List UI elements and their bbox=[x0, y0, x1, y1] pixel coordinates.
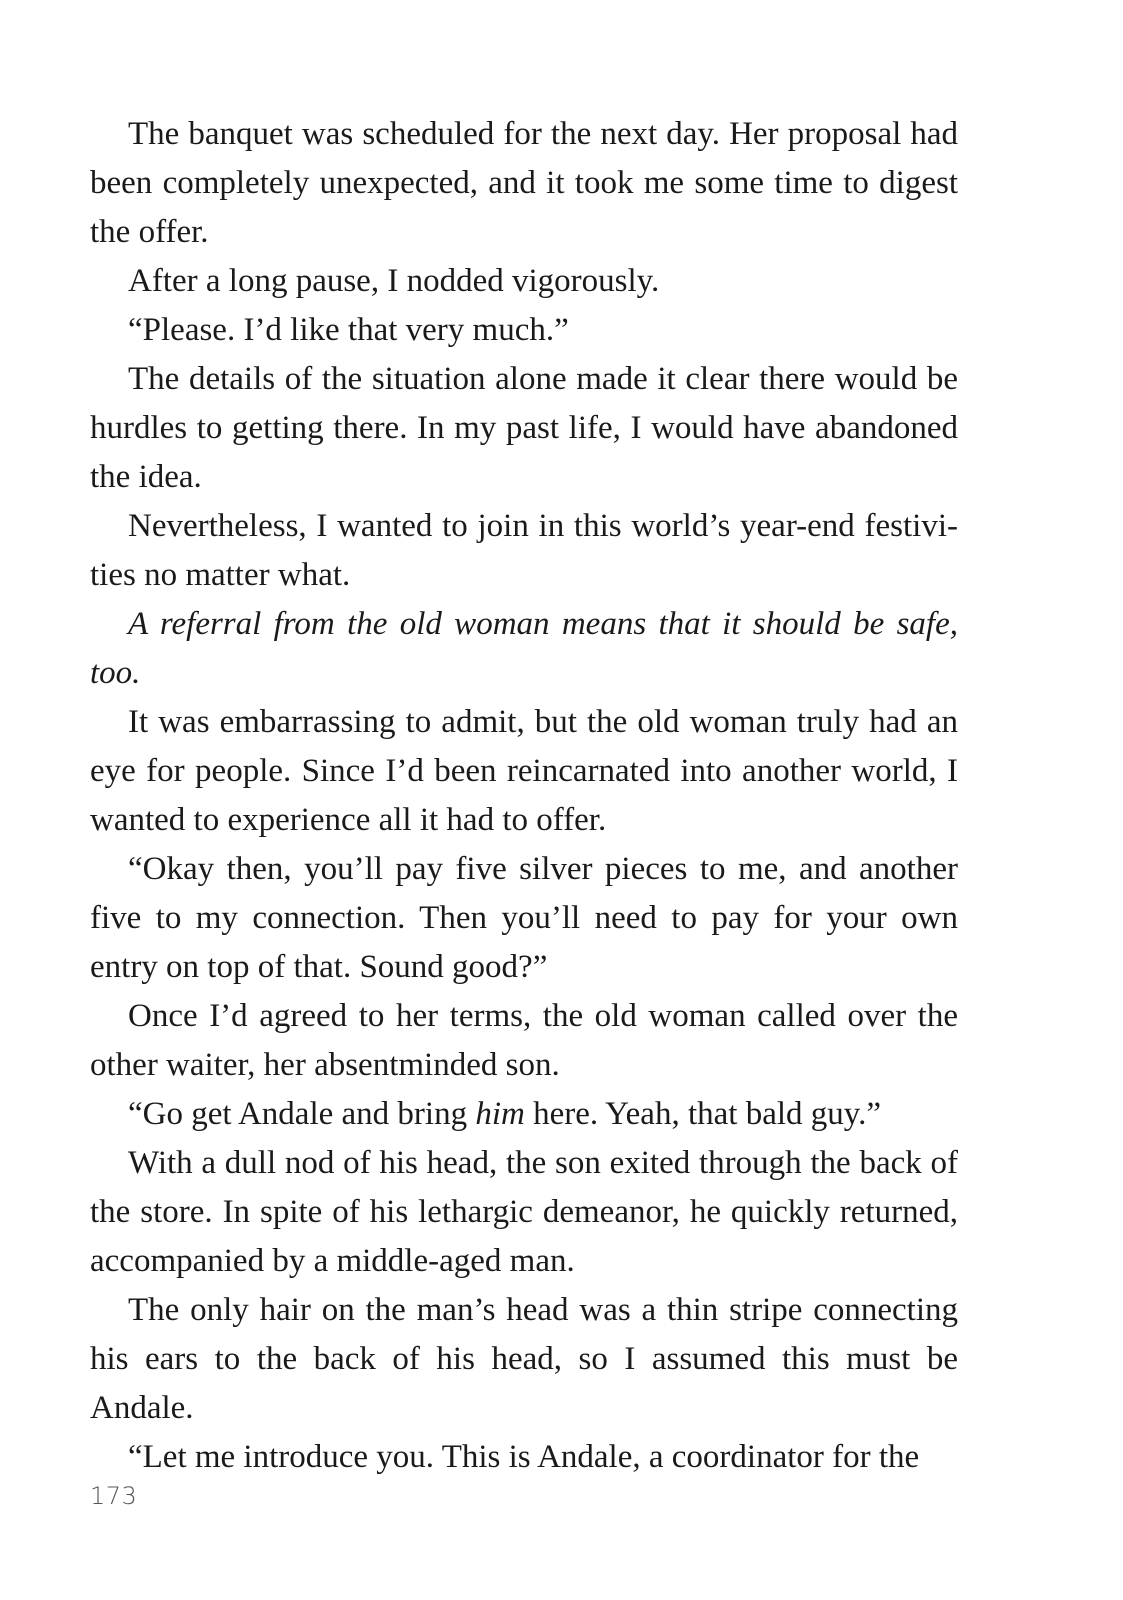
paragraph-text: Once I’d agreed to her terms, the old woman called over the other waiter, her absentminded son. bbox=[90, 998, 958, 1083]
paragraph-text: “Okay then, you’ll pay five silver pieces to me, and another five to my connection. Then you’ll need to pay for your own entry on top of that. Sound good?” bbox=[90, 851, 958, 985]
paragraph-text: here. Yeah, that bald guy.” bbox=[524, 1096, 882, 1132]
paragraph bbox=[90, 1433, 958, 1482]
paragraph bbox=[90, 257, 958, 306]
paragraph-text: The banquet was scheduled for the next day. Her proposal had been completely unexpected, and it took me some time to digest the offer. bbox=[90, 116, 958, 250]
paragraph-text: The only hair on the man’s head was a thin stripe connecting his ears to the back of his head, so I assumed this must be Andale. bbox=[90, 1292, 958, 1426]
paragraph bbox=[90, 1286, 958, 1433]
paragraph-text: The details of the situation alone made it clear there would be hurdles to getting there. In my past life, I would have abandoned the idea. bbox=[90, 361, 958, 495]
paragraph-text: It was embarrassing to admit, but the old woman truly had an eye for people. Since I’d been reincarnated into another world, I wanted to experience all it had to offer. bbox=[90, 704, 958, 838]
paragraph bbox=[90, 306, 958, 355]
paragraph bbox=[90, 845, 958, 992]
italic-text: A referral from the old woman means that it should be safe, too. bbox=[90, 606, 958, 691]
paragraph-text: “Let me introduce you. This is Andale, a coordinator for the bbox=[128, 1439, 920, 1475]
paragraph bbox=[90, 1090, 958, 1139]
italic-text: him bbox=[475, 1096, 525, 1132]
paragraph-text: With a dull nod of his head, the son exited through the back of the store. In spite of his lethargic demeanor, he quickly returned, accompanied by a middle-aged man. bbox=[90, 1145, 958, 1279]
paragraph-text: “Please. I’d like that very much.” bbox=[128, 312, 569, 348]
paragraph-text: After a long pause, I nodded vigorously. bbox=[128, 263, 660, 299]
paragraph bbox=[90, 110, 958, 257]
paragraph bbox=[90, 698, 958, 845]
paragraph bbox=[90, 1139, 958, 1286]
paragraph bbox=[90, 992, 958, 1090]
page-number: 173 bbox=[90, 1482, 138, 1510]
paragraph-text: “Go get Andale and bring bbox=[128, 1096, 476, 1132]
paragraph bbox=[90, 355, 958, 502]
paragraph bbox=[90, 600, 958, 698]
paragraph-text: Nevertheless, I wanted to join in this world’s year-end festivities no matter what. bbox=[90, 508, 958, 593]
paragraph bbox=[90, 502, 958, 600]
body-text bbox=[90, 110, 958, 1482]
